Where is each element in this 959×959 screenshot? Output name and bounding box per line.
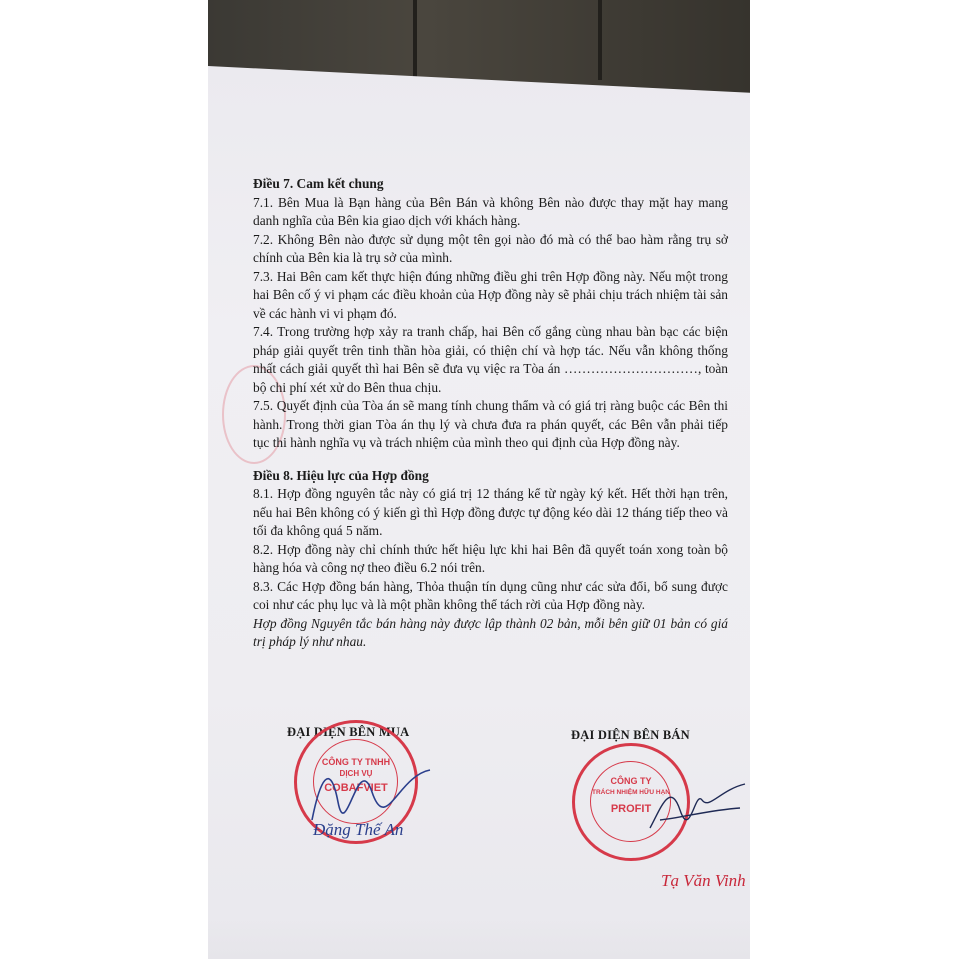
section-gap bbox=[253, 453, 728, 467]
seller-signature-scribble bbox=[640, 770, 750, 840]
buyer-representative-title: ĐẠI DIỆN BÊN MUA bbox=[287, 725, 410, 739]
seller-representative-title: ĐẠI DIỆN BÊN BÁN bbox=[571, 728, 690, 742]
article-7-2: 7.2. Không Bên nào được sử dụng một tên gọi nào đó mà có thể bao hàm rằng trụ sở chính của Bên kia là trụ sở của mình. bbox=[253, 231, 728, 265]
seller-seal-line2: TRÁCH NHIỆM HỮU HẠN bbox=[592, 789, 670, 796]
article-7-5: 7.5. Quyết định của Tòa án sẽ mang tính chung thẩm và có giá trị ràng buộc các Bên thi hành. Trong thời gian Tòa án thụ lý và chưa đưa ra phán quyết, các Bên vẫn phải tiếp tục thi hành nghĩa vụ và trách nhiệm của mình theo qui định của Hợp đồng này. bbox=[253, 398, 728, 450]
article-7-heading: Điều 7. Cam kết chung bbox=[253, 176, 384, 191]
article-8-3: 8.3. Các Hợp đồng bán hàng, Thỏa thuận tín dụng cũng như các sửa đổi, bổ sung được coi như các phụ lục và là một phần không thể tách rời của Hợp đồng này. bbox=[253, 578, 728, 612]
article-7-1: 7.1. Bên Mua là Bạn hàng của Bên Bán và không Bên nào được thay mặt hay mang danh nghĩa của Bên kia giao dịch với khách hàng. bbox=[253, 194, 728, 228]
article-8-2: 8.2. Hợp đồng này chỉ chính thức hết hiệu lực khi hai Bên đã quyết toán xong toàn bộ hàng hóa và công nợ theo điều 6.2 nói trên. bbox=[253, 541, 728, 575]
page-shadow bbox=[208, 920, 750, 959]
seller-seal-line1: CÔNG TY bbox=[610, 776, 652, 786]
article-8-1: 8.1. Hợp đồng nguyên tắc này có giá trị 12 tháng kể từ ngày ký kết. Hết thời hạn trên, nếu hai Bên không có ý kiến gì thì Hợp đồng được tự động kéo dài 12 tháng tiếp theo và tối đa không quá 5 năm. bbox=[253, 486, 728, 538]
closing-statement: Hợp đồng Nguyên tắc bán hàng này được lập thành 02 bản, mỗi bên giữ 01 bản có giá trị pháp lý như nhau. bbox=[253, 615, 728, 649]
buyer-seal-line1: CÔNG TY TNHH bbox=[321, 757, 391, 767]
seller-seal-line3: PROFIT bbox=[610, 803, 652, 815]
document-body bbox=[253, 175, 728, 652]
backdrop-rail bbox=[598, 0, 602, 80]
buyer-seal-line2: DỊCH VỤ bbox=[339, 769, 373, 778]
seller-signatory-name: Tạ Văn Vinh bbox=[661, 871, 746, 890]
buyer-signature-scribble bbox=[300, 740, 440, 830]
buyer-signatory-name: Đặng Thế An bbox=[313, 820, 404, 839]
backdrop-rail bbox=[413, 0, 417, 80]
article-7-3: 7.3. Hai Bên cam kết thực hiện đúng những điều ghi trên Hợp đồng này. Nếu một trong hai Bên cố ý vi phạm các điều khoản của Hợp đồng này sẽ phải chịu trách nhiệm tài sản về các hành vi vi phạm đó. bbox=[253, 268, 728, 321]
article-7-4: 7.4. Trong trường hợp xảy ra tranh chấp, hai Bên cố gắng cùng nhau bàn bạc các biện pháp giải quyết trên tinh thần hòa giải, có thiện chí và hợp tác. Nếu vẫn không thống nhất cách giải quyết thì hai Bên sẽ đưa vụ việc ra Tòa án …………………………, toàn bộ chi phí xét xử do Bên thua chịu. bbox=[253, 324, 728, 395]
article-8-heading: Điều 8. Hiệu lực của Hợp đồng bbox=[253, 467, 429, 483]
buyer-seal-line3: COBAFVIET bbox=[324, 782, 388, 794]
